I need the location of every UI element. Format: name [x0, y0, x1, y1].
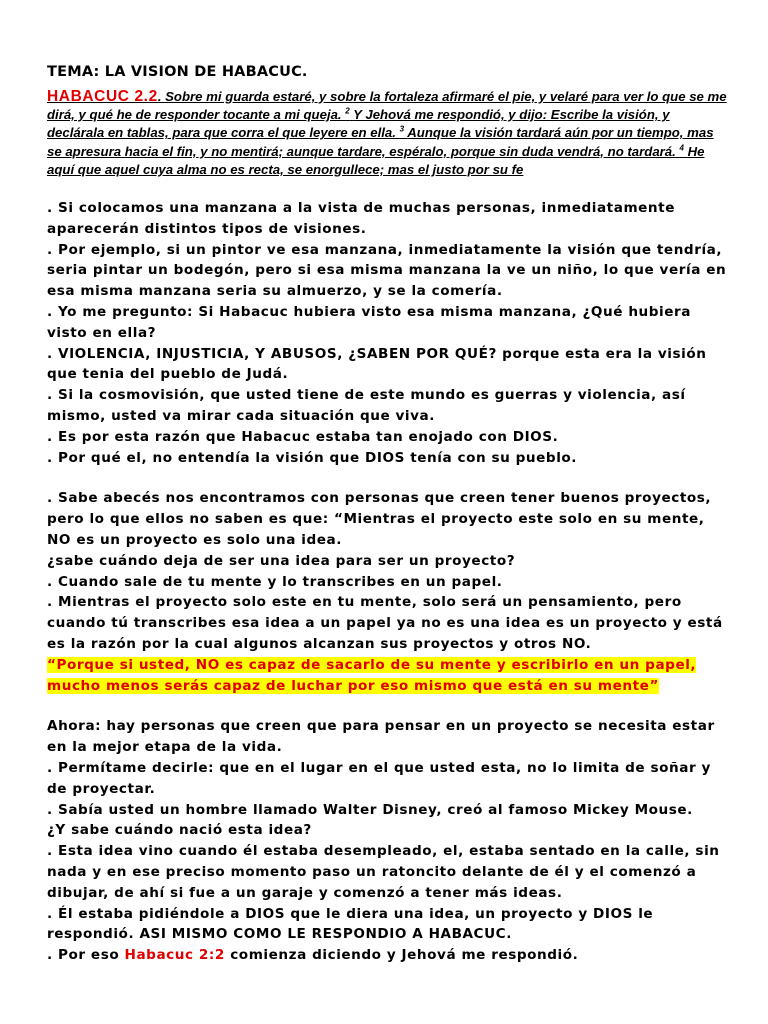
verse-number: 2 [345, 106, 350, 116]
scripture-reference: HABACUC 2.2 [47, 88, 158, 105]
paragraph: . Mientras el proyecto solo este en tu mente, solo será un pensamiento, pero cuando tú transcribes esa idea a un papel ya no es una idea es un proyecto y está es la razón por la cual algunos alcanzan sus proyectos y otros NO. [47, 594, 723, 652]
closing-text-end: comienza diciendo y Jehová me respondió. [224, 947, 579, 964]
paragraph: . Él estaba pidiéndole a DIOS que le diera una idea, un proyecto y DIOS le respondió. ASI MISMO COMO LE RESPONDIO A HABACUC. [47, 905, 654, 943]
verse-1-text: . Sobre mi guarda estaré, y sobre la fortaleza afirmaré el pie, y velaré para ver lo que se me dirá, y qué he de responder tocante a mi queja. [47, 89, 727, 123]
paragraph: . Sabía usted un hombre llamado Walter Disney, creó al famoso Mickey Mouse. [47, 801, 693, 818]
closing-paragraph [47, 945, 727, 966]
document-page [47, 62, 727, 966]
paragraph: . Si la cosmovisión, que usted tiene de este mundo es guerras y violencia, así mismo, usted va mirar cada situación que viva. [47, 387, 686, 424]
paragraph: . Sabe abecés nos encontramos con personas que creen tener buenos proyectos, pero lo que ellos no saben es que: “Mientras el proyecto este solo en su mente, NO es un proyecto es solo una idea. [47, 490, 712, 548]
paragraph: . Por qué el, no entendía la visión que DIOS tenía con su pueblo. [47, 449, 578, 466]
scripture-passage [47, 88, 727, 179]
verse-number: 3 [399, 125, 405, 135]
verse-number: 4 [679, 143, 684, 153]
closing-text-start: . Por eso [47, 947, 125, 964]
paragraph: ¿Y sabe cuándo nació esta idea? [47, 822, 312, 839]
paragraph: ¿sabe cuándo deja de ser una idea para ser un proyecto? [47, 552, 516, 569]
highlighted-quote [47, 655, 727, 697]
paragraph: Ahora: hay personas que creen que para pensar en un proyecto se necesita estar en la mejor etapa de la vida. [47, 718, 715, 756]
paragraph: . Cuando sale de tu mente y lo transcribes en un papel. [47, 573, 503, 590]
page-title: TEMA: LA VISION DE HABACUC. [47, 64, 308, 80]
scripture-reference-inline: Habacuc 2:2 [124, 947, 225, 964]
paragraph: . Yo me pregunto: Si Habacuc hubiera visto esa misma manzana, ¿Qué hubiera visto en ella? [47, 304, 692, 341]
verse-2-text: Y Jehová me respondió, y dijo: Escribe la visión, y declárala en tablas, para que corra el que leyere en ella. [47, 107, 670, 141]
paragraph: . Esta idea vino cuando él estaba desempleado, el, estaba sentado en la calle, sin nada y en ese preciso momento paso un ratoncito delante de él y el comenzó a dibujar, de ahí si fue a un garaje y comenzó a tener más ideas. [47, 843, 720, 901]
paragraph: . Si colocamos una manzana a la vista de muchas personas, inmediatamente aparecerán distintos tipos de visiones. [47, 200, 675, 237]
paragraph: . Es por esta razón que Habacuc estaba tan enojado con DIOS. [47, 428, 559, 445]
verse-3-text: Aunque la visión tardará aún por un tiempo, mas se apresura hacia el fin, y no mentirá; aunque tardare, espéralo, porque sin duda vendrá, no tardará. [47, 125, 714, 159]
paragraph: . VIOLENCIA, INJUSTICIA, Y ABUSOS, ¿SABEN POR QUÉ? porque esta era la visión que tenia del pueblo de Judá. [47, 345, 707, 383]
paragraph: . Permítame decirle: que en el lugar en el que usted esta, no lo limita de soñar y de proyectar. [47, 759, 711, 797]
verse-4-text: He aquí que aquel cuya alma no es recta, se enorgullece; mas el justo por su fe [47, 143, 705, 177]
highlighted-quote-text: “Porque si usted, NO es capaz de sacarlo de su mente y escribirlo en un papel, mucho menos serás capaz de luchar por eso mismo que está en su mente” [47, 656, 697, 694]
paragraph: . Por ejemplo, si un pintor ve esa manzana, inmediatamente la visión que tendría, seria pintar un bodegón, pero si esa misma manzana la ve un niño, lo que vería en esa misma manzana seria su almuerzo, y se la comería. [47, 241, 727, 300]
